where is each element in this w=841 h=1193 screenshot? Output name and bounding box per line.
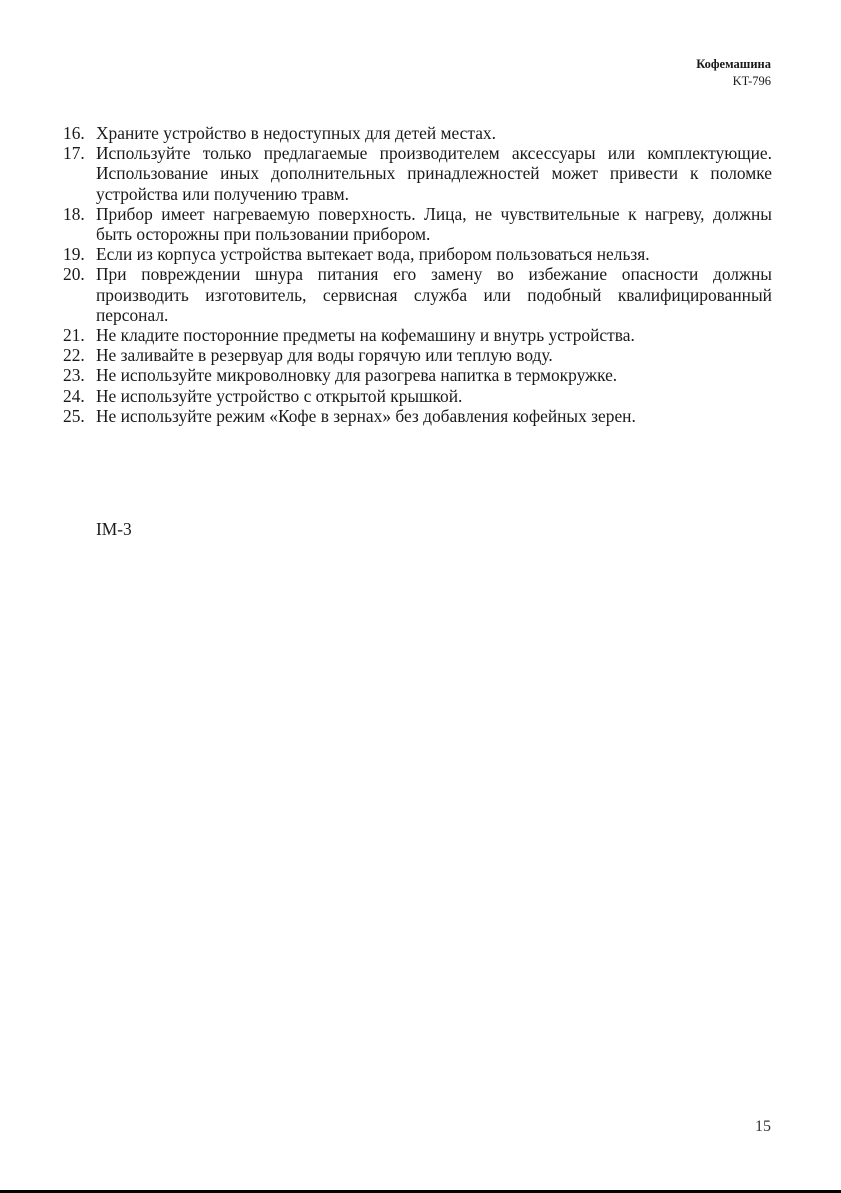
list-item (63, 386, 772, 406)
item-text: Не используйте устройство с открытой крышкой. (96, 385, 463, 406)
list-item (63, 264, 772, 325)
item-text: Не кладите посторонние предметы на кофемашину и внутрь устройства. (96, 325, 635, 346)
item-number: 19. (63, 244, 85, 265)
item-text: Используйте только предлагаемые производителем аксессуары или комплектующие. Использование иных дополнительных принадлежностей может привести к поломке устройства или получению травм. (96, 143, 772, 204)
list-item (63, 406, 772, 426)
item-text: Если из корпуса устройства вытекает вода, прибором пользоваться нельзя. (96, 244, 650, 265)
item-number: 24. (63, 385, 85, 406)
item-text: Не используйте микроволновку для разогрева напитка в термокружке. (96, 365, 618, 386)
product-model: KT-796 (732, 74, 771, 88)
page-header (696, 56, 771, 90)
item-number: 25. (63, 405, 85, 426)
item-number: 16. (63, 123, 85, 143)
item-text: Храните устройство в недоступных для детей местах. (96, 123, 496, 143)
page-number: 15 (755, 1118, 771, 1135)
safety-instructions-list (63, 123, 772, 426)
item-text: Не используйте режим «Кофе в зернах» без добавления кофейных зерен. (96, 405, 636, 426)
list-item (63, 143, 772, 204)
list-item (63, 325, 772, 345)
item-text: Прибор имеет нагреваемую поверхность. Лица, не чувствительные к нагреву, должны быть осторожны при пользовании прибором. (96, 203, 772, 245)
list-item (63, 204, 772, 244)
item-number: 23. (63, 365, 85, 386)
list-item (63, 345, 772, 365)
manual-code: IM-3 (96, 519, 132, 539)
list-item (63, 123, 772, 143)
item-text: При повреждении шнура питания его замену во избежание опасности должны производить изготовитель, сервисная служба или подобный квалифицированный персонал. (96, 264, 772, 325)
item-text: Не заливайте в резервуар для воды горячую или теплую воду. (96, 345, 553, 366)
list-item (63, 365, 772, 385)
item-number: 20. (63, 264, 85, 285)
product-name: Кофемашина (696, 57, 771, 71)
item-number: 21. (63, 325, 85, 346)
item-number: 22. (63, 345, 85, 366)
item-number: 18. (63, 203, 85, 224)
item-number: 17. (63, 143, 85, 164)
list-item (63, 244, 772, 264)
